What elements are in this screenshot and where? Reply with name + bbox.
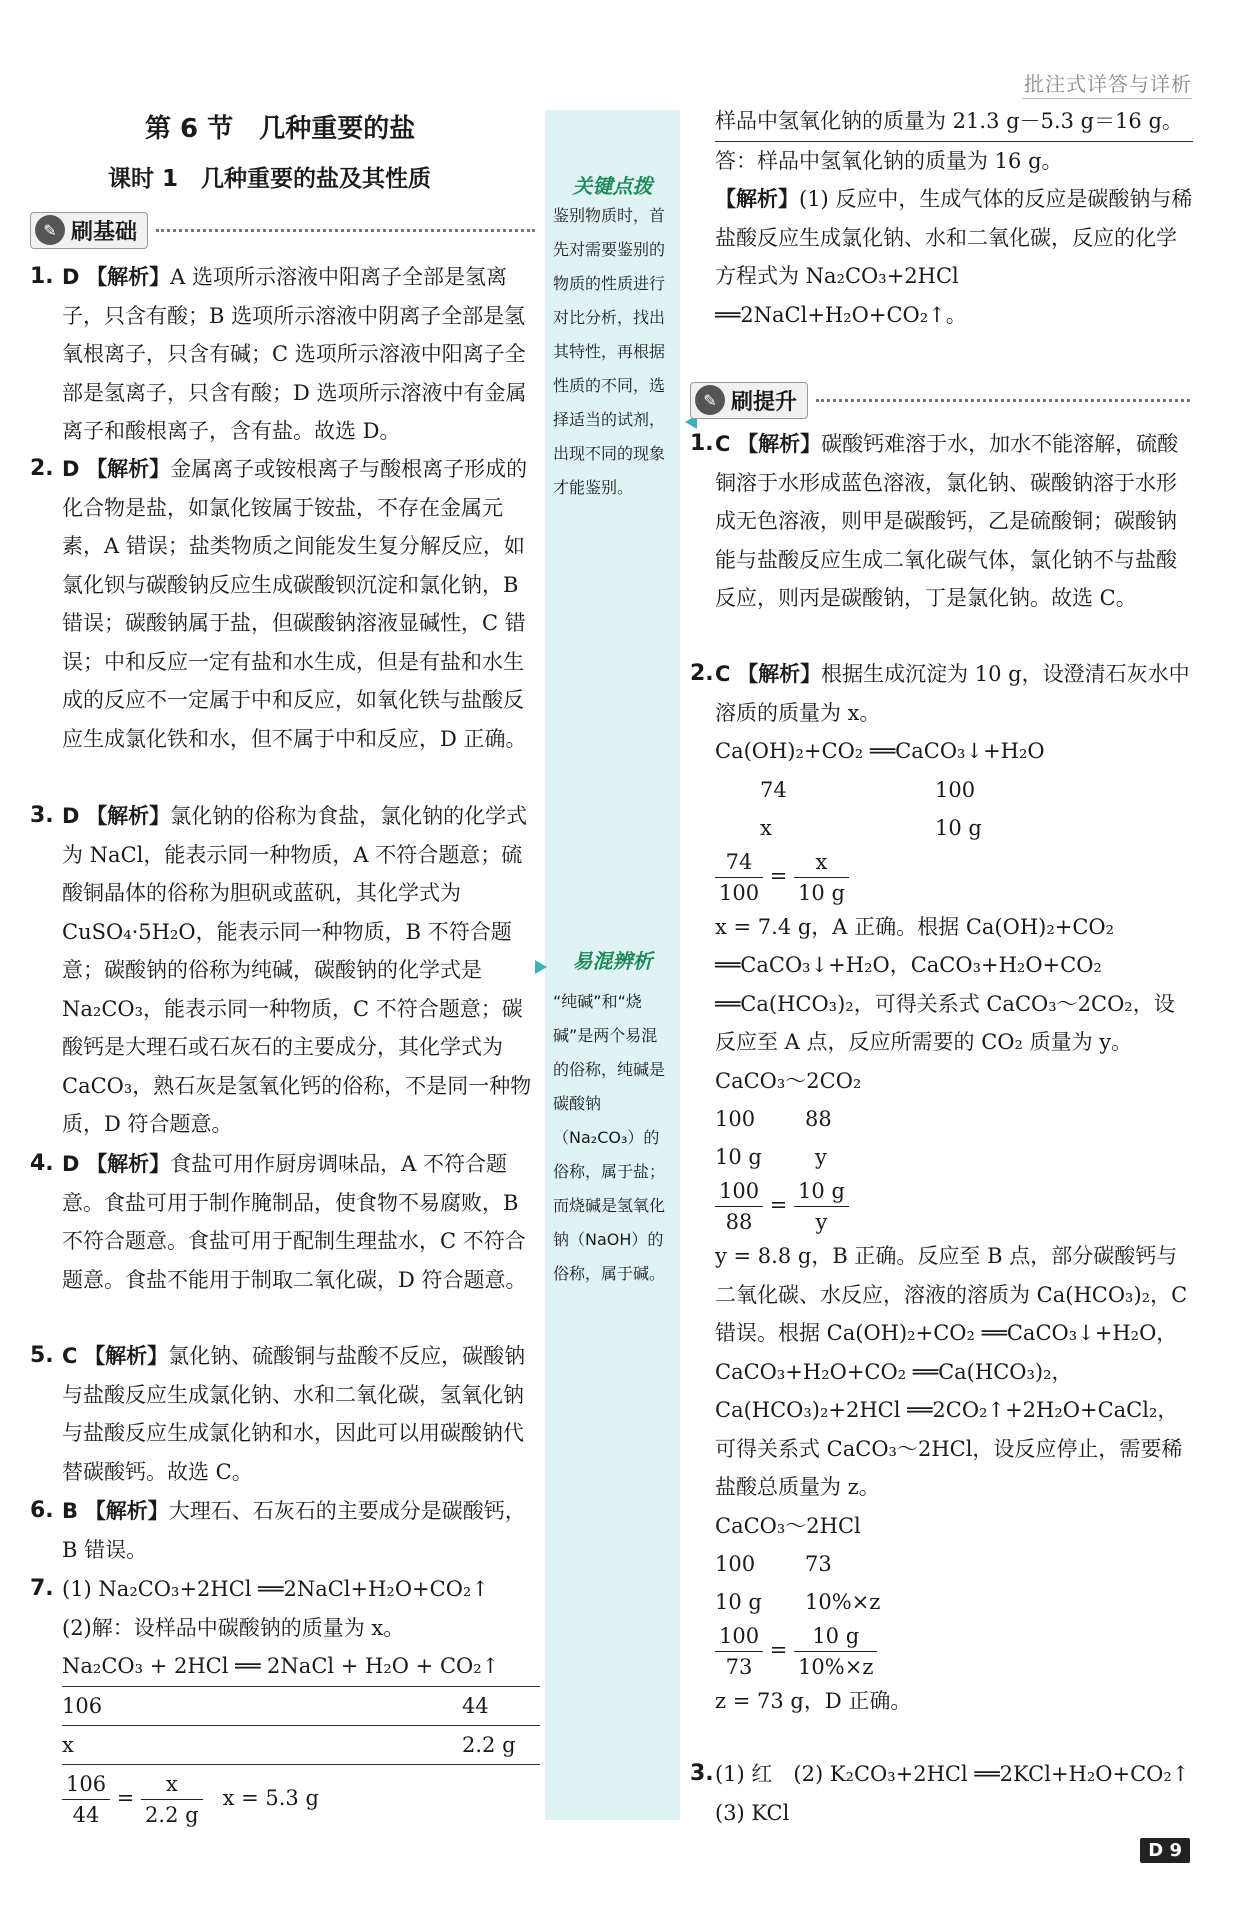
basic-q3 bbox=[30, 797, 540, 1144]
confusion-text: “纯碱”和“烧碱”是两个易混的俗称，纯碱是碳酸钠（Na₂CO₃）的俗称，属于盐；而烧碱是氢氧化钠（NaOH）的俗称，属于碱。 bbox=[553, 992, 666, 1283]
basic-q1 bbox=[30, 258, 540, 451]
answer-letter: D bbox=[62, 1152, 80, 1176]
q7-frac-right: $\frac{x}{2.2 g}$ bbox=[141, 1769, 203, 1830]
basic-q7 bbox=[30, 1570, 540, 1830]
adv-q2-rel1: CaCO₃～2CO₂ bbox=[715, 1068, 862, 1093]
dotted-divider bbox=[156, 229, 535, 232]
q7-proportion: $\frac{106}{44}$ = $\frac{x}{2.2 g}$ x = 5.3 g bbox=[62, 1769, 540, 1830]
section-title: 第 6 节 几种重要的盐 bbox=[145, 114, 416, 144]
adv-q2 bbox=[690, 655, 1193, 1721]
question-number: 7. bbox=[30, 1576, 54, 1601]
analysis-text: 大理石、石灰石的主要成分是碳酸钙，B 错误。 bbox=[62, 1499, 526, 1562]
answer-letter: D bbox=[62, 265, 80, 289]
analysis-text: 碳酸钙难溶于水，加水不能溶解，硫酸铜溶于水形成蓝色溶液，氯化钠、碳酸钠溶于水形成无色溶液，则甲是碳酸钙，乙是硫酸铜；碳酸钠能与盐酸反应生成二氧化碳气体，氯化钠不与盐酸反应，则丙是碳酸钠，丁是氯化钠。故选 C。 bbox=[715, 432, 1179, 610]
analysis-tag: 【解析】 bbox=[84, 1344, 169, 1368]
adv-q2-value-row3: 10 g 10%×z bbox=[715, 1590, 881, 1614]
section-header-advanced bbox=[690, 380, 1190, 420]
analysis-tag: 【解析】 bbox=[86, 265, 171, 289]
adv-q2-value-row2: 10 g y bbox=[715, 1145, 827, 1169]
basic-label: 刷基础 bbox=[71, 219, 138, 245]
q7-equation: Na₂CO₃ + 2HCl ══ 2NaCl + H₂O + CO₂↑ bbox=[62, 1647, 540, 1687]
adv-q1 bbox=[690, 425, 1193, 618]
basic-q2 bbox=[30, 450, 540, 758]
answer-letter: D bbox=[62, 457, 80, 481]
adv-q2-mass-row2: 100 88 bbox=[715, 1107, 832, 1131]
header-right-title: 批注式详答与详析 bbox=[1024, 72, 1192, 96]
answer-letter: C bbox=[715, 432, 731, 456]
question-number: 1. bbox=[690, 431, 714, 456]
basic-badge bbox=[30, 212, 148, 249]
pointer-left-icon bbox=[535, 960, 547, 974]
q7-part2: (2)解：设样品中碳酸钠的质量为 x。 bbox=[62, 1615, 405, 1640]
adv-q2-prop3: $\frac{100}{73}$ = $\frac{10 g}{10\%\times z}$ bbox=[715, 1621, 1193, 1682]
adv-q2-eq1: Ca(OH)₂+CO₂ ══CaCO₃↓+H₂O bbox=[715, 739, 1045, 763]
q7-part1: (1) Na₂CO₃+2HCl ══2NaCl+H₂O+CO₂↑ bbox=[62, 1577, 489, 1601]
adv-q2-mass-row1: 74 100 bbox=[760, 777, 976, 802]
question-number: 1. bbox=[30, 264, 54, 289]
page-number: D 9 bbox=[1140, 1838, 1190, 1863]
advanced-badge bbox=[690, 382, 808, 419]
sample-mass-line: 样品中氢氧化钠的质量为 21.3 g－5.3 g＝16 g。 bbox=[715, 102, 1193, 142]
q7-value-row bbox=[62, 1726, 540, 1765]
analysis-tag: 【解析】 bbox=[737, 432, 822, 456]
question-number: 4. bbox=[30, 1151, 54, 1176]
analysis-tag: 【解析】 bbox=[737, 662, 822, 686]
key-point-text: 鉴别物质时，首先对需要鉴别的物质的性质进行对比分析，找出其特性，再根据性质的不同，选择适当的试剂，出现不同的现象才能鉴别。 bbox=[553, 206, 666, 497]
analysis-text: A 选项所示溶液中阳离子全部是氢离子，只含有酸；B 选项所示溶液中阴离子全部是氢氧根离子，只含有碱；C 选项所示溶液中阳离子全部是氢离子，只含有酸；D 选项所示溶液中有金属离子和酸根离子，含有盐。故选 D。 bbox=[62, 265, 527, 443]
analysis-text: 氯化钠、硫酸铜与盐酸不反应，碳酸钠与盐酸反应生成氯化钠、水和二氧化碳，氢氧化钠与盐酸反应生成氯化钠和水，因此可以用碳酸钠代替碳酸钙。故选 C。 bbox=[62, 1344, 526, 1484]
pen-icon: ✎ bbox=[695, 385, 725, 415]
right-top-block bbox=[715, 102, 1193, 334]
right-analysis: 【解析】(1) 反应中，生成气体的反应是碳酸钠与稀盐酸反应生成氯化钠、水和二氧化碳，反应的化学方程式为 Na₂CO₃+2HCl ══2NaCl+H₂O+CO₂↑。 bbox=[715, 187, 1193, 327]
adv-q3 bbox=[690, 1755, 1211, 1832]
q7-m1: 106 bbox=[62, 1693, 103, 1718]
adv-q2-mass-row3: 100 73 bbox=[715, 1552, 832, 1576]
question-number: 2. bbox=[690, 661, 714, 686]
basic-q4 bbox=[30, 1145, 540, 1299]
confusion-title: 易混辨析 bbox=[572, 949, 653, 973]
q7-result: x = 5.3 g bbox=[222, 1785, 319, 1810]
analysis-tag: 【解析】 bbox=[84, 1499, 169, 1523]
analysis-text: 食盐可用作厨房调味品，A 不符合题意。食盐可用于制作腌制品，使食物不易腐败，B 不符合题意。食盐可用于配制生理盐水，C 不符合题意。食盐不能用于制取二氧化碳，D 符合题意。 bbox=[62, 1152, 527, 1292]
key-point-title: 关键点拨 bbox=[572, 174, 653, 198]
basic-q6 bbox=[30, 1492, 540, 1569]
lesson-title: 课时 1 几种重要的盐及其性质 bbox=[108, 166, 432, 192]
analysis-tag: 【解析】 bbox=[86, 457, 171, 481]
adv-q2-intro: 根据生成沉淀为 10 g，设澄清石灰水中溶质的质量为 x。 bbox=[715, 662, 1190, 725]
answer-letter: C bbox=[62, 1344, 78, 1368]
basic-q5 bbox=[30, 1337, 540, 1491]
header-rule bbox=[1022, 98, 1192, 99]
adv-q2-mid2: y = 8.8 g，B 正确。反应至 B 点，部分碳酸钙与二氧化碳、水反应，溶液的溶质为 Ca(HCO₃)₂，C 错误。根据 Ca(OH)₂+CO₂ ══CaCO₃↓+H₂O，CaCO₃+H₂O+CO₂ ══Ca(HCO₃)₂，Ca(HCO₃)₂+2HCl ══2CO₂↑+2H₂O+CaCl₂，可得关系式 CaCO₃～2HCl，设反应停止，需要稀盐酸总质量为 z。 bbox=[715, 1244, 1188, 1499]
advanced-label: 刷提升 bbox=[731, 389, 798, 415]
adv-q2-mid1: x = 7.4 g，A 正确。根据 Ca(OH)₂+CO₂ ══CaCO₃↓+H₂O，CaCO₃+H₂O+CO₂ ══Ca(HCO₃)₂，可得关系式 CaCO₃～2CO₂，设反应至 A 点，反应所需要的 CO₂ 质量为 y。 bbox=[715, 914, 1175, 1054]
adv-q2-prop2: $\frac{100}{88}$ = $\frac{10 g}{y}$ bbox=[715, 1176, 1193, 1237]
analysis-text: 金属离子或铵根离子与酸根离子形成的化合物是盐，如氯化铵属于铵盐，不存在金属元素，A 错误；盐类物质之间能发生复分解反应，如氯化钡与碳酸钠反应生成碳酸钡沉淀和氯化钠，B 错误；碳酸钠属于盐，但碳酸钠溶液显碱性，C 错误；中和反应一定有盐和水生成，但是有盐和水生成的反应不一定属于中和反应，如氧化铁与盐酸反应生成氯化铁和水，但不属于中和反应，D 正确。 bbox=[62, 457, 528, 751]
answer-letter: C bbox=[715, 662, 731, 686]
q7-mass-row bbox=[62, 1687, 540, 1726]
q7-m2: 44 bbox=[462, 1693, 489, 1718]
q7-v1: x bbox=[62, 1732, 74, 1757]
analysis-tag: 【解析】 bbox=[86, 1152, 171, 1176]
answer-letter: D bbox=[62, 804, 80, 828]
answer-letter: B bbox=[62, 1499, 79, 1523]
dotted-divider bbox=[816, 399, 1190, 402]
question-number: 2. bbox=[30, 456, 54, 481]
question-number: 5. bbox=[30, 1343, 54, 1368]
adv-q2-end: z = 73 g，D 正确。 bbox=[715, 1689, 912, 1713]
question-number: 3. bbox=[690, 1761, 714, 1786]
adv-q2-rel2: CaCO₃～2HCl bbox=[715, 1513, 861, 1538]
section-header-basic bbox=[30, 210, 535, 250]
question-number: 3. bbox=[30, 803, 54, 828]
analysis-text: 氯化钠的俗称为食盐，氯化钠的化学式为 NaCl，能表示同一种物质，A 不符合题意；硫酸铜晶体的俗称为胆矾或蓝矾，其化学式为 CuSO₄·5H₂O，能表示同一种物质，B 不符合题意；碳酸钠的俗称为纯碱，碳酸钠的化学式是 Na₂CO₃，能表示同一种物质，C 不符合题意；碳酸钙是大理石或石灰石的主要成分，其化学式为 CaCO₃，熟石灰是氢氧化钙的俗称，不是同一种物质，D 符合题意。 bbox=[62, 804, 532, 1136]
adv-q2-prop1: $\frac{74}{100}$ = $\frac{x}{10 g}$ bbox=[715, 847, 1193, 908]
adv-q2-value-row1: x 10 g bbox=[760, 815, 982, 840]
adv-q3-text: (1) 红 (2) K₂CO₃+2HCl ══2KCl+H₂O+CO₂↑ (3) KCl bbox=[715, 1762, 1211, 1825]
pen-icon: ✎ bbox=[35, 215, 65, 245]
analysis-tag: 【解析】 bbox=[86, 804, 171, 828]
q7-v2: 2.2 g bbox=[462, 1732, 516, 1757]
side-notes-column bbox=[545, 110, 680, 1820]
q7-frac-left: $\frac{106}{44}$ bbox=[62, 1769, 110, 1830]
answer-line: 答：样品中氢氧化钠的质量为 16 g。 bbox=[715, 148, 1063, 173]
question-number: 6. bbox=[30, 1498, 54, 1523]
